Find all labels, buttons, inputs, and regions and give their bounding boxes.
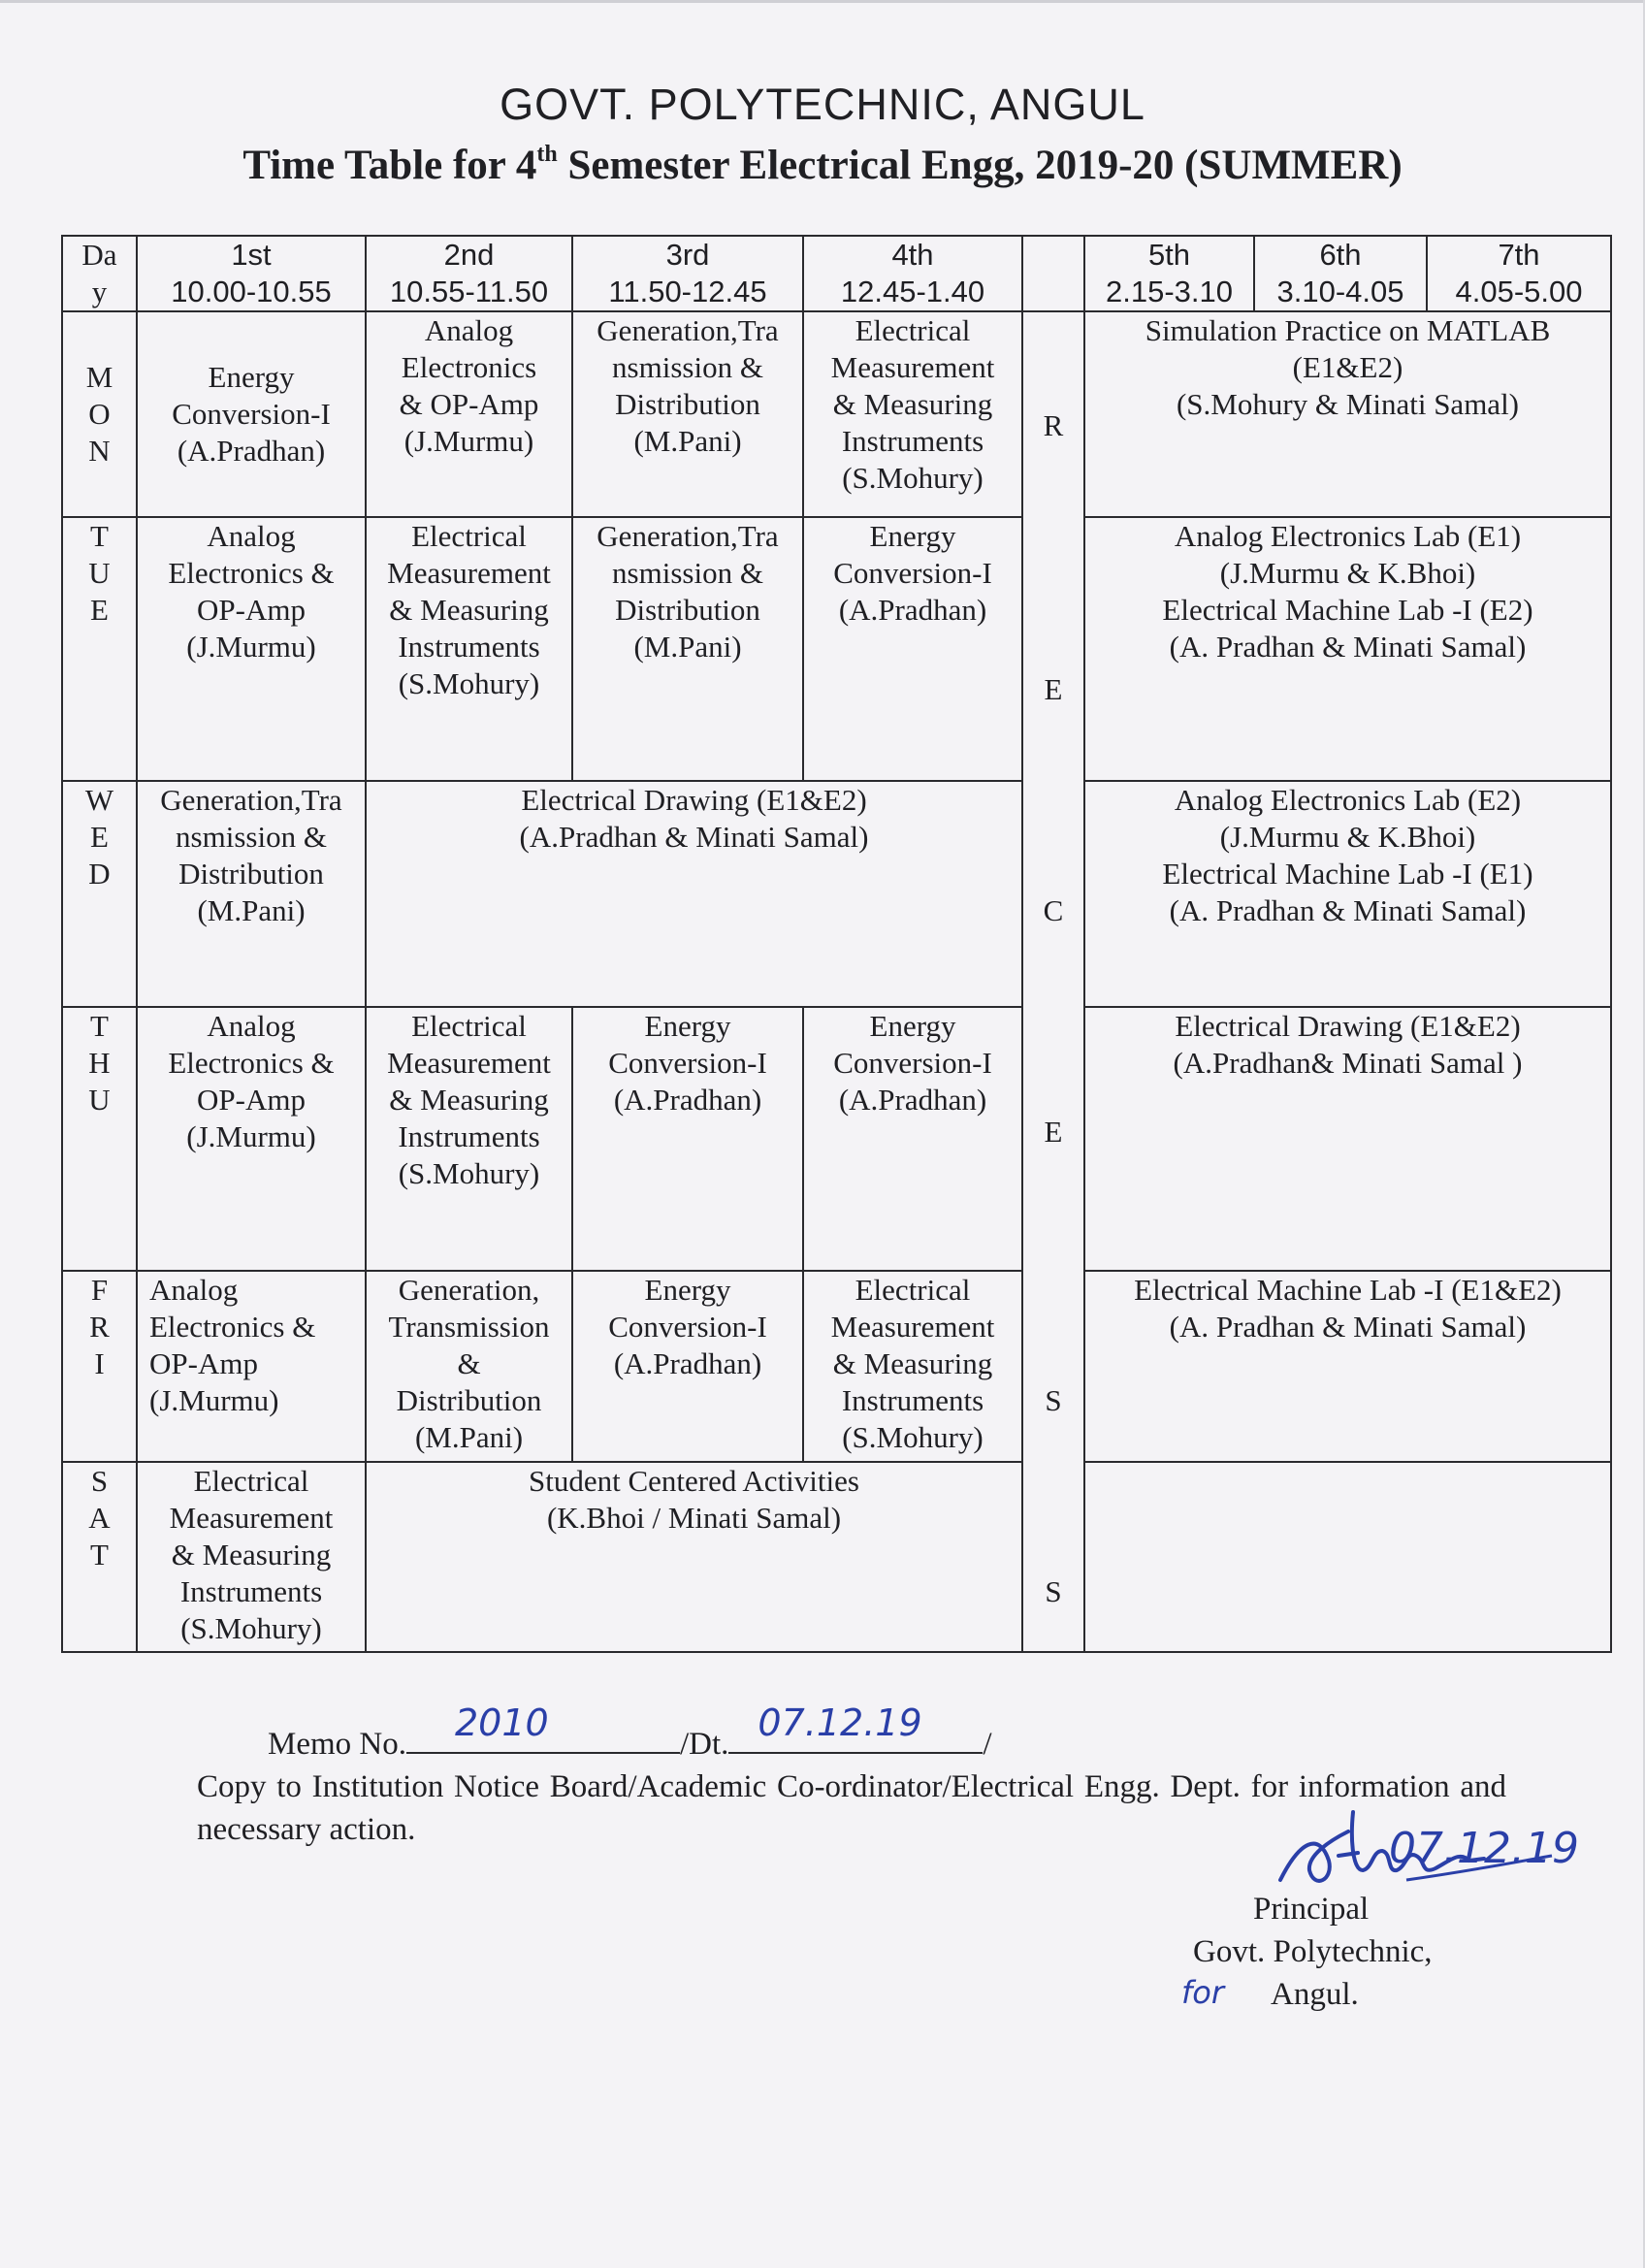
cell-line: Distribution [615, 387, 760, 421]
cell-line: Instruments [398, 630, 540, 664]
cell-line: Generation,Tra [597, 519, 779, 553]
wed-p1 [137, 781, 366, 1007]
cell-lines [804, 1008, 1021, 1118]
cell-line: Electrical Drawing (E1&E2) [1175, 1009, 1521, 1043]
cell-line: Conversion-I [608, 1310, 767, 1344]
cell-lines [367, 1272, 571, 1456]
cell-line: Electronics [401, 350, 537, 384]
day-cell-mon [62, 311, 137, 517]
cell-line: & Measuring [389, 593, 549, 627]
cell-line: Measurement [169, 1501, 334, 1535]
cell-line: Electrical [411, 519, 527, 553]
cell-line: (S.Mohury) [842, 461, 984, 495]
cell-line: OP-Amp [197, 1083, 306, 1117]
principal-role: Principal [1253, 1892, 1370, 1927]
cell-line: & Measuring [389, 1083, 549, 1117]
period-3-name: 3rd [665, 238, 710, 272]
recess-letter: S [1045, 1574, 1062, 1608]
period-6-time: 3.10-4.05 [1276, 275, 1404, 308]
period-6-name: 6th [1319, 238, 1362, 272]
cell-line: Energy [869, 519, 956, 553]
cell-lines [1085, 1272, 1610, 1345]
date-label: /Dt. [680, 1727, 729, 1762]
recess-letter: S [1045, 1383, 1062, 1417]
period-7-time: 4.05-5.00 [1455, 275, 1583, 308]
recess-letter: E [1044, 672, 1063, 706]
cell-line: (M.Pani) [414, 1420, 524, 1454]
cell-line: Measurement [387, 1046, 551, 1080]
cell-line: A [88, 1501, 111, 1535]
sat-p2-4 [366, 1462, 1022, 1652]
cell-lines [573, 312, 802, 460]
memo-number-line [406, 1701, 680, 1754]
row-saturday [62, 1462, 1611, 1652]
title-sup: th [536, 142, 558, 167]
period-2-header [366, 236, 572, 311]
cell-line: (S.Mohury) [398, 666, 540, 700]
period-2-time: 10.55-11.50 [389, 275, 549, 308]
cell-line: nsmission & [612, 350, 763, 384]
cell-line: R [89, 1310, 110, 1344]
period-3-time: 11.50-12.45 [608, 275, 767, 308]
period-3-header [572, 236, 803, 311]
cell-line: Electrical [193, 1464, 309, 1498]
row-thursday [62, 1007, 1611, 1271]
cell-line: (E1&E2) [1292, 350, 1403, 384]
wed-afternoon [1084, 781, 1611, 1007]
cell-line: Student Centered Activities [529, 1464, 859, 1498]
cell-line: Analog Electronics Lab (E2) [1174, 783, 1522, 817]
mon-p3 [572, 311, 803, 517]
cell-line: & Measuring [171, 1538, 332, 1571]
period-2-name: 2nd [443, 238, 495, 272]
scan-edge-top [0, 0, 1645, 3]
fri-afternoon [1084, 1271, 1611, 1462]
thu-p4 [803, 1007, 1022, 1271]
period-1-name: 1st [231, 238, 272, 272]
cell-lines [149, 1272, 365, 1419]
recess-column [1022, 311, 1084, 1652]
cell-line: Electronics & [149, 1310, 316, 1344]
cell-line: (A.Pradhan& Minati Samal ) [1173, 1046, 1523, 1080]
cell-line: Analog [207, 519, 296, 553]
cell-line: & Measuring [832, 387, 993, 421]
row-wednesday [62, 781, 1611, 1007]
copy-note: Copy to Institution Notice Board/Academic Co-ordinator/Electrical Engg. Dept. for information and necessary action. [197, 1769, 1506, 1847]
cell-lines [573, 1272, 802, 1382]
tue-p2 [366, 517, 572, 781]
memo-label: Memo No. [268, 1727, 406, 1762]
cell-line: (S.Mohury & Minati Samal) [1176, 387, 1520, 421]
day-header-l1: Da [81, 238, 117, 272]
principal-place-row [1181, 1973, 1433, 2016]
fri-p1 [137, 1271, 366, 1462]
period-5-header [1084, 236, 1254, 311]
day-cell-wed [62, 781, 137, 1007]
day-cell-sat [62, 1462, 137, 1652]
cell-line: S [90, 1464, 109, 1498]
cell-line: Electronics & [168, 1046, 335, 1080]
cell-lines [804, 312, 1021, 497]
cell-line: U [88, 556, 111, 590]
signature-initials: for [1181, 1974, 1224, 2011]
memo-line [268, 1701, 992, 1763]
memo-trail: / [983, 1727, 992, 1762]
cell-lines [1085, 312, 1610, 423]
cell-lines [367, 1463, 1021, 1537]
cell-line: (M.Pani) [633, 424, 742, 458]
cell-line: Electrical [855, 313, 971, 347]
cell-line: Electrical Machine Lab -I (E1) [1162, 857, 1533, 891]
timetable-title [0, 142, 1645, 189]
cell-line: Conversion-I [608, 1046, 767, 1080]
cell-lines [138, 1008, 365, 1155]
day-cell-tue [62, 517, 137, 781]
cell-line: (J.Murmu) [149, 1383, 279, 1417]
day-letters [63, 1008, 136, 1118]
cell-lines [367, 518, 571, 702]
cell-line: Instruments [841, 1383, 984, 1417]
mon-p2 [366, 311, 572, 517]
cell-line: E [90, 820, 109, 854]
cell-line: I [94, 1346, 105, 1380]
sat-p1 [137, 1462, 366, 1652]
cell-line: Instruments [841, 424, 984, 458]
period-1-time: 10.00-10.55 [171, 275, 332, 308]
cell-line: Generation,Tra [160, 783, 342, 817]
row-tuesday [62, 517, 1611, 781]
sat-afternoon-empty [1084, 1462, 1611, 1652]
fri-p2 [366, 1271, 572, 1462]
cell-line: D [88, 857, 111, 891]
cell-line: T [90, 1538, 109, 1571]
cell-line: Energy [869, 1009, 956, 1043]
memo-date: 07.12.19 [758, 1701, 922, 1744]
mon-p4 [803, 311, 1022, 517]
fri-p3 [572, 1271, 803, 1462]
cell-line: OP-Amp [197, 593, 306, 627]
cell-line: Energy [208, 360, 295, 394]
cell-line: Distribution [178, 857, 324, 891]
cell-line: Analog Electronics Lab (E1) [1174, 519, 1522, 553]
tue-afternoon [1084, 517, 1611, 781]
cell-lines [1085, 1008, 1610, 1082]
cell-line: Generation,Tra [597, 313, 779, 347]
recess-letter: R [1043, 408, 1064, 442]
cell-line: Distribution [615, 593, 760, 627]
cell-lines [804, 518, 1021, 629]
cell-line: (A. Pradhan & Minati Samal) [1169, 893, 1527, 927]
signature-block [1181, 1888, 1433, 2016]
cell-line: Measurement [830, 1310, 995, 1344]
day-cell-fri [62, 1271, 137, 1462]
row-monday [62, 311, 1611, 517]
period-5-time: 2.15-3.10 [1106, 275, 1233, 308]
cell-line: O [88, 397, 111, 431]
cell-line: Analog [424, 313, 514, 347]
header-row [62, 236, 1611, 311]
cell-line: Measurement [830, 350, 995, 384]
principal-place: Angul. [1271, 1977, 1359, 2012]
title-pre: Time Table for 4 [242, 143, 537, 188]
thu-afternoon [1084, 1007, 1611, 1271]
day-letters [63, 518, 136, 629]
cell-line: (J.Murmu) [403, 424, 534, 458]
cell-lines [138, 359, 365, 470]
fri-p4 [803, 1271, 1022, 1462]
cell-line: T [90, 1009, 109, 1043]
cell-line: (M.Pani) [633, 630, 742, 664]
day-letters [63, 782, 136, 892]
period-1-header [137, 236, 366, 311]
cell-lines [367, 1008, 571, 1192]
cell-line: Energy [644, 1273, 731, 1307]
cell-line: Instruments [398, 1119, 540, 1153]
cell-line: (A. Pradhan & Minati Samal) [1169, 630, 1527, 664]
cell-line: (A.Pradhan) [613, 1083, 762, 1117]
cell-line: N [88, 434, 111, 468]
cell-line: E [90, 593, 109, 627]
day-letters [63, 1463, 136, 1573]
memo-date-line [728, 1701, 983, 1754]
cell-lines [804, 1272, 1021, 1456]
period-7-header [1427, 236, 1611, 311]
cell-line: Electrical Machine Lab -I (E2) [1162, 593, 1533, 627]
tue-p4 [803, 517, 1022, 781]
tue-p1 [137, 517, 366, 781]
period-4-header [803, 236, 1022, 311]
cell-lines [1085, 518, 1610, 665]
thu-p3 [572, 1007, 803, 1271]
cell-line: (A.Pradhan) [838, 1083, 987, 1117]
memo-number: 2010 [455, 1701, 549, 1744]
cell-line: U [88, 1083, 111, 1117]
day-header [62, 236, 137, 311]
thu-p2 [366, 1007, 572, 1271]
period-5-name: 5th [1147, 238, 1191, 272]
period-4-name: 4th [891, 238, 934, 272]
mon-afternoon [1084, 311, 1611, 517]
cell-line: (M.Pani) [197, 893, 306, 927]
day-header-l2: y [91, 275, 108, 308]
cell-lines [573, 518, 802, 665]
cell-line: Electrical [411, 1009, 527, 1043]
cell-line: Measurement [387, 556, 551, 590]
cell-line: Conversion-I [833, 556, 992, 590]
thu-p1 [137, 1007, 366, 1271]
cell-line: F [90, 1273, 109, 1307]
period-4-time: 12.45-1.40 [840, 275, 985, 308]
principal-org: Govt. Polytechnic, [1193, 1934, 1433, 1969]
cell-line: nsmission & [612, 556, 763, 590]
cell-lines [367, 312, 571, 460]
day-letters [63, 1272, 136, 1382]
cell-line: (K.Bhoi / Minati Samal) [546, 1501, 842, 1535]
cell-lines [573, 1008, 802, 1118]
cell-lines [1085, 782, 1610, 929]
cell-line: Electrical [855, 1273, 971, 1307]
title-post: Semester Electrical Engg, 2019-20 (SUMMER) [557, 143, 1403, 188]
timetable [61, 235, 1612, 1653]
recess-letter: C [1043, 893, 1064, 927]
cell-lines [138, 518, 365, 665]
period-6-header [1254, 236, 1427, 311]
cell-line: (A. Pradhan & Minati Samal) [1169, 1310, 1527, 1344]
cell-line: M [85, 360, 113, 394]
recess-letter: E [1044, 1115, 1063, 1149]
cell-line: (S.Mohury) [180, 1611, 322, 1645]
cell-line: (A.Pradhan & Minati Samal) [519, 820, 869, 854]
cell-line: (J.Murmu & K.Bhoi) [1219, 556, 1476, 590]
cell-line: Analog [207, 1009, 296, 1043]
cell-line: Generation, [398, 1273, 540, 1307]
cell-lines [138, 1463, 365, 1647]
cell-line: (S.Mohury) [398, 1156, 540, 1190]
period-7-name: 7th [1498, 238, 1540, 272]
cell-line: Transmission [388, 1310, 550, 1344]
wed-p2-4 [366, 781, 1022, 1007]
cell-line: Electronics & [168, 556, 335, 590]
cell-line: Energy [644, 1009, 731, 1043]
cell-line: Analog [149, 1273, 239, 1307]
cell-line: T [90, 519, 109, 553]
cell-line: (A.Pradhan) [838, 593, 987, 627]
cell-line: Electrical Machine Lab -I (E1&E2) [1134, 1273, 1562, 1307]
day-letters [63, 359, 136, 470]
cell-line: Electrical Drawing (E1&E2) [521, 783, 867, 817]
cell-lines [138, 782, 365, 929]
cell-line: (A.Pradhan) [177, 434, 326, 468]
cell-line: & Measuring [832, 1346, 993, 1380]
cell-line: H [88, 1046, 111, 1080]
mon-p1 [137, 311, 366, 517]
cell-line: (J.Murmu & K.Bhoi) [1219, 820, 1476, 854]
cell-line: Instruments [179, 1574, 323, 1608]
cell-line: (S.Mohury) [842, 1420, 984, 1454]
cell-line: OP-Amp [149, 1346, 258, 1380]
cell-line: (J.Murmu) [186, 630, 316, 664]
cell-line: & [457, 1346, 481, 1380]
cell-line: Conversion-I [172, 397, 331, 431]
institution-name: GOVT. POLYTECHNIC, ANGUL [500, 80, 1145, 129]
cell-line: W [84, 783, 114, 817]
signature-date: 07.12.19 [1389, 1824, 1579, 1873]
cell-line: nsmission & [176, 820, 327, 854]
tue-p3 [572, 517, 803, 781]
cell-line: Distribution [396, 1383, 542, 1417]
cell-line: Conversion-I [833, 1046, 992, 1080]
row-friday [62, 1271, 1611, 1462]
cell-line: & OP-Amp [399, 387, 539, 421]
cell-line: Simulation Practice on MATLAB [1145, 313, 1551, 347]
cell-line: (A.Pradhan) [613, 1346, 762, 1380]
cell-lines [367, 782, 1021, 856]
cell-line: (J.Murmu) [186, 1119, 316, 1153]
day-cell-thu [62, 1007, 137, 1271]
recess-header [1022, 236, 1084, 311]
